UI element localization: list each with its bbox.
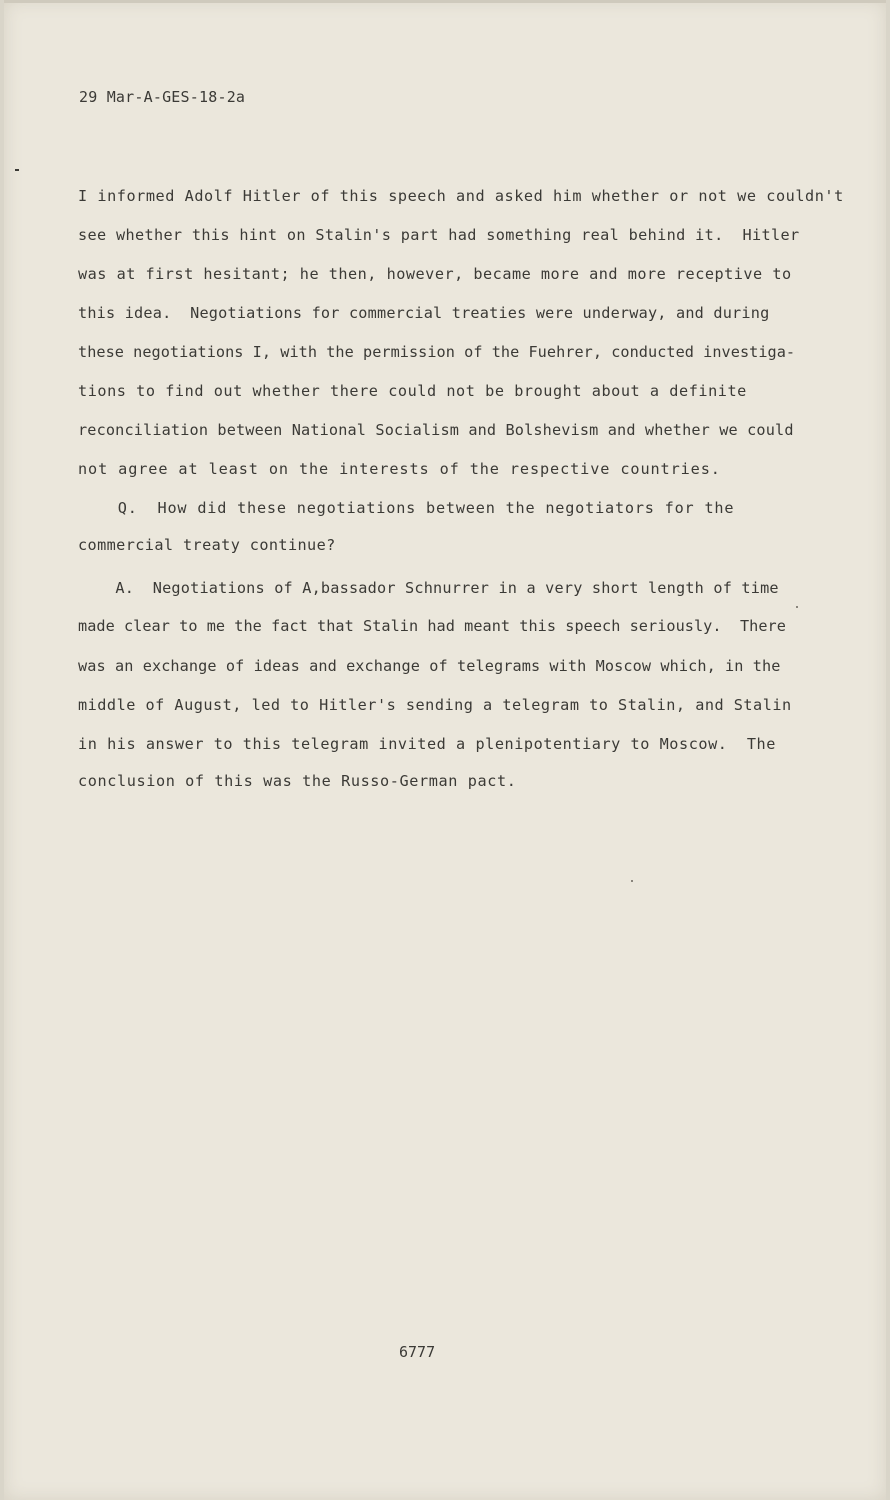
margin-mark: [15, 169, 19, 171]
text-line: was at first hesitant; he then, however, became more and more receptive to: [78, 265, 792, 283]
text-line: see whether this hint on Stalin's part had something real behind it. Hitler: [78, 226, 800, 244]
page-top-edge: [4, 0, 886, 3]
text-line: this idea. Negotiations for commercial treaties were underway, and during: [78, 304, 770, 322]
text-line: middle of August, led to Hitler's sending a telegram to Stalin, and Stalin: [78, 696, 792, 714]
paper-speck: [631, 880, 633, 882]
page-number: 6777: [399, 1343, 436, 1361]
text-line: in his answer to this telegram invited a plenipotentiary to Moscow. The: [78, 735, 776, 753]
paper-speck: [796, 606, 798, 608]
text-line: not agree at least on the interests of the respective countries.: [78, 460, 721, 478]
text-line: was an exchange of ideas and exchange of telegrams with Moscow which, in the: [78, 657, 781, 675]
text-line: these negotiations I, with the permission of the Fuehrer, conducted investiga-: [78, 343, 796, 361]
page-identifier: 29 Mar-A-GES-18-2a: [79, 88, 246, 106]
text-line: commercial treaty continue?: [78, 536, 336, 554]
text-line: I informed Adolf Hitler of this speech and asked him whether or not we couldn't: [78, 187, 844, 205]
text-line: conclusion of this was the Russo-German pact.: [78, 772, 517, 790]
document-page: [4, 0, 886, 1500]
text-line: reconciliation between National Socialism and Bolshevism and whether we could: [78, 421, 794, 439]
answer-line: A. Negotiations of A,bassador Schnurrer in a very short length of time: [78, 579, 779, 597]
text-line: tions to find out whether there could not be brought about a definite: [78, 382, 747, 400]
question-line: Q. How did these negotiations between the negotiators for the: [78, 499, 735, 517]
text-line: made clear to me the fact that Stalin had meant this speech seriously. There: [78, 617, 786, 635]
